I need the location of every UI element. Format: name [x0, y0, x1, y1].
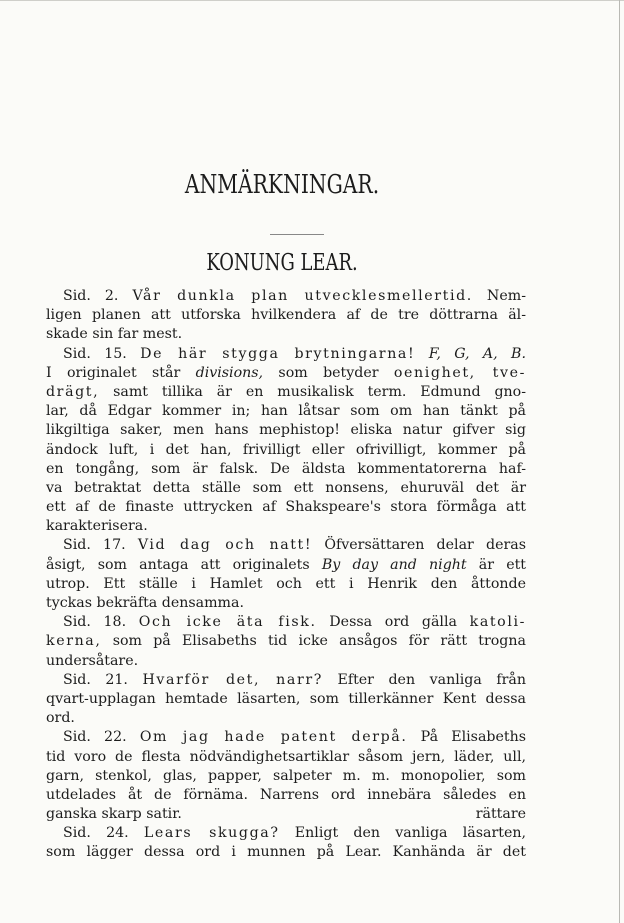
- text-run: Enligt den vanliga läsarten,: [279, 825, 526, 842]
- text-run: utdelades åt de förnäma. Narrens ord innebära således en: [46, 786, 526, 803]
- italic-phrase: divisions,: [195, 364, 264, 381]
- text-line: [46, 536, 526, 555]
- text-run: som lägger dessa ord i munnen på Lear. Kanhända är det: [46, 844, 526, 861]
- text-run: Efter den vanliga från: [322, 671, 526, 688]
- text-line: [46, 728, 526, 747]
- spaced-phrase: katoli-: [469, 614, 526, 631]
- text-line: [46, 325, 526, 344]
- text-line: [46, 306, 526, 325]
- text-run: ord.: [46, 710, 75, 727]
- text-run: ligen planen att utforska hvilkendera af de tre döttrarna äl-: [46, 307, 526, 324]
- text-line: [46, 460, 526, 479]
- text-run: va betraktat detta ställe som ett nonsens, ehuruväl det är: [46, 479, 526, 496]
- text-line: [46, 383, 526, 402]
- catchword: rättare: [475, 806, 526, 822]
- text-run: en tongång, som är falsk. De äldsta kommentatorerna haf-: [46, 460, 526, 477]
- text-line: [46, 364, 526, 383]
- text-line: [46, 767, 526, 786]
- text-run: Dessa ord gälla: [316, 614, 470, 631]
- text-run: ändock luft, i det han, frivilligt eller ofrivilligt, kommer på: [46, 441, 526, 458]
- text-line: [46, 690, 526, 709]
- text-run: som betyder: [263, 364, 394, 381]
- text-run: utrop. Ett ställe i Hamlet och ett i Henrik den åttonde: [46, 575, 526, 592]
- text-line: [46, 786, 526, 805]
- text-run: På Elisabeths: [407, 729, 527, 746]
- spaced-phrase: Och icke äta fisk.: [138, 614, 317, 631]
- section-title: KONUNG LEAR.: [206, 250, 358, 276]
- text-line: [46, 652, 526, 671]
- text-run: [415, 346, 428, 362]
- text-run: garn, stenkol, glas, papper, salpeter m. m. monopolier, som: [46, 767, 526, 784]
- spaced-phrase: Om jag hade patent derpå.: [139, 729, 408, 746]
- text-run: undersåtare.: [46, 652, 139, 669]
- text-run: Sid. 18.: [63, 614, 139, 631]
- heading-rule: [270, 234, 324, 235]
- spaced-phrase: oenighet, tve-: [393, 364, 526, 381]
- text-line: [46, 632, 526, 651]
- spaced-phrase: Vår dunkla plan utvecklesmellertid.: [132, 288, 473, 304]
- text-run: samt tillika är en musikalisk term. Edmund gno-: [99, 383, 526, 400]
- text-line: [46, 479, 526, 498]
- text-run: ganska skarp satir.: [46, 806, 182, 823]
- text-line: [46, 709, 526, 728]
- text-run: Öfversättaren delar deras: [312, 537, 527, 554]
- text-line: [46, 345, 526, 364]
- text-run: som på Elisabeths tid icke ansågos för rätt trogna: [101, 633, 526, 650]
- spaced-phrase: Vid dag och natt!: [137, 537, 313, 554]
- text-line: [46, 748, 526, 767]
- spaced-phrase: Lears skugga?: [143, 825, 280, 842]
- text-run: tid voro de flesta nödvändighetsartiklar såsom jern, läder, ull,: [46, 748, 526, 765]
- text-run: Sid. 22.: [63, 729, 140, 746]
- italic-phrase: F, G, A, B.: [428, 345, 526, 362]
- text-run: är ett: [466, 556, 526, 573]
- text-line: [46, 556, 526, 575]
- spaced-phrase: Hvarför det, narr?: [142, 671, 323, 688]
- spaced-phrase: drägt,: [46, 383, 100, 400]
- text-run: lar, då Edgar kommer in; han låtsar som om han tänkt på: [46, 403, 526, 420]
- text-run: åsigt, som antaga att originalets: [46, 556, 322, 573]
- text-line: [46, 843, 526, 862]
- spaced-phrase: De här stygga brytningarna!: [140, 345, 416, 362]
- italic-phrase: By day and night: [321, 556, 467, 573]
- text-run: Nem-: [472, 288, 526, 304]
- text-run: likgiltiga saker, men hans mephistop! eliska natur gifver sig: [46, 422, 526, 439]
- text-run: Sid. 15.: [63, 345, 141, 362]
- notes-body: [46, 287, 526, 863]
- text-run: Sid. 21.: [63, 671, 143, 688]
- text-run: I originalet står: [46, 364, 196, 381]
- text-run: tyckas bekräfta densamma.: [46, 595, 244, 611]
- text-line: [46, 517, 526, 536]
- page-heading: ANMÄRKNINGAR.: [184, 170, 380, 200]
- text-line: [46, 824, 526, 843]
- text-run: Sid. 17.: [63, 537, 138, 554]
- text-line: [46, 402, 526, 421]
- text-run: skade sin far mest.: [46, 326, 183, 343]
- text-line: [46, 671, 526, 690]
- text-line: [46, 421, 526, 440]
- text-run: Sid. 24.: [63, 825, 144, 842]
- page-right-edge: [619, 0, 620, 923]
- text-run: qvart-upplagan hemtade läsarten, som tillerkänner Kent dessa: [46, 690, 526, 707]
- text-run: ett af de finaste uttrycken af Shakspeare's stora förmåga att: [46, 499, 526, 516]
- spaced-phrase: kerna,: [46, 633, 102, 650]
- text-line: [46, 498, 526, 517]
- text-line: [46, 613, 526, 632]
- text-run: karakterisera.: [46, 518, 148, 535]
- text-run: Sid. 2.: [63, 288, 133, 304]
- page-top-edge: [0, 0, 624, 1]
- text-line: [46, 441, 526, 460]
- text-line: [46, 594, 526, 613]
- text-line: [46, 287, 526, 306]
- text-line: [46, 575, 526, 594]
